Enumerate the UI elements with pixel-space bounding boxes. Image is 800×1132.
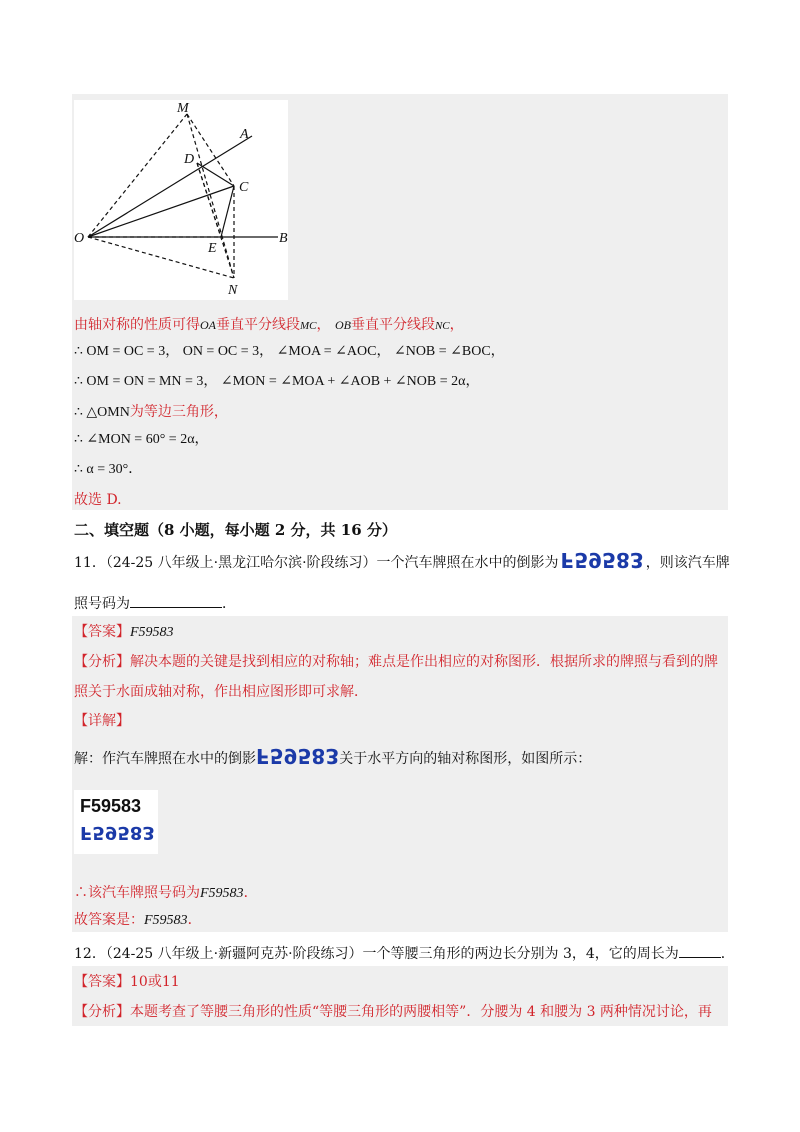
q12-analysis: 【分析】本题考查了等腰三角形的性质“等腰三角形的两腰相等”．分腰为 4 和腰为 3 两种情况讨论，再 bbox=[74, 1004, 712, 1020]
q11-analysis-2: 照关于水面成轴对称，作出相应图形即可求解． bbox=[74, 684, 368, 700]
solution-line-2: ∴ OM = OC = 3， ON = OC = 3， ∠MOA = ∠AOC， ∠NOB = ∠BOC， bbox=[74, 344, 505, 359]
ray-OA bbox=[88, 136, 252, 237]
plate-original: F59583 bbox=[80, 796, 142, 816]
q11-analysis-1: 【分析】解决本题的关键是找到相应的对称轴；难点是作出相应的对称图形．根据所求的牌照与看到的牌 bbox=[74, 654, 718, 670]
dashed-DN bbox=[197, 163, 234, 278]
q12-answer: 【答案】10或11 bbox=[74, 974, 180, 990]
solution-line-5: ∴ ∠MON = 60° = 2α， bbox=[74, 432, 209, 447]
label-E: E bbox=[208, 241, 217, 256]
solution-line-6: ∴ α = 30°． bbox=[74, 462, 143, 477]
geometry-diagram bbox=[74, 100, 288, 300]
plate-reflection-image: F59583 bbox=[560, 548, 644, 572]
plate-reflection-image-2: F59583 bbox=[256, 744, 340, 768]
label-B: B bbox=[279, 231, 288, 246]
q11-final: 故答案是：F59583． bbox=[74, 912, 202, 928]
answer-blank-12 bbox=[679, 943, 721, 958]
solution-line-7: 故选 D. bbox=[74, 492, 122, 508]
plate-figure bbox=[74, 790, 158, 854]
section-title: 二、填空题（8 小题，每小题 2 分，共 16 分） bbox=[74, 521, 397, 539]
label-M: M bbox=[177, 101, 189, 116]
q11-answer: 【答案】F59583 bbox=[74, 624, 174, 640]
dashed-OM bbox=[88, 114, 187, 237]
label-C: C bbox=[239, 180, 249, 195]
q11-stem-2: 照号码为 ． bbox=[74, 593, 236, 614]
q11-conclusion: ∴该汽车牌照号码为F59583． bbox=[74, 885, 258, 901]
label-A: A bbox=[240, 127, 249, 142]
label-D: D bbox=[184, 152, 195, 167]
solution-line-1: 由轴对称的性质可得OA垂直平分线段MC， OB垂直平分线段NC， bbox=[74, 317, 464, 333]
answer-blank bbox=[130, 593, 222, 608]
q11-stem: 11．（24-25 八年级上·黑龙江哈尔滨·阶段练习）一个汽车牌照在水中的倒影为 F59583 ，则该汽车牌 bbox=[74, 548, 730, 572]
plate-reflected: F59583 bbox=[80, 822, 155, 843]
label-O: O bbox=[74, 231, 85, 246]
q11-detail: 解：作汽车牌照在水中的倒影F59583关于水平方向的轴对称图形，如图所示： bbox=[74, 744, 592, 768]
geometry-figure bbox=[74, 100, 288, 300]
segment-CE bbox=[221, 186, 234, 237]
q12-stem: 12．（24-25 八年级上·新疆阿克苏·阶段练习）一个等腰三角形的两边长分别为 3，4，它的周长为 ． bbox=[74, 943, 735, 964]
label-N: N bbox=[228, 283, 238, 298]
q11-detail-tag: 【详解】 bbox=[74, 713, 130, 729]
solution-line-4: ∴ △OMN为等边三角形， bbox=[74, 404, 228, 420]
solution-line-3: ∴ OM = ON = MN = 3， ∠MON = ∠MOA + ∠AOB + ∠NOB = 2α， bbox=[74, 374, 480, 389]
dashed-MC bbox=[187, 114, 234, 186]
segment-DC bbox=[197, 163, 234, 186]
